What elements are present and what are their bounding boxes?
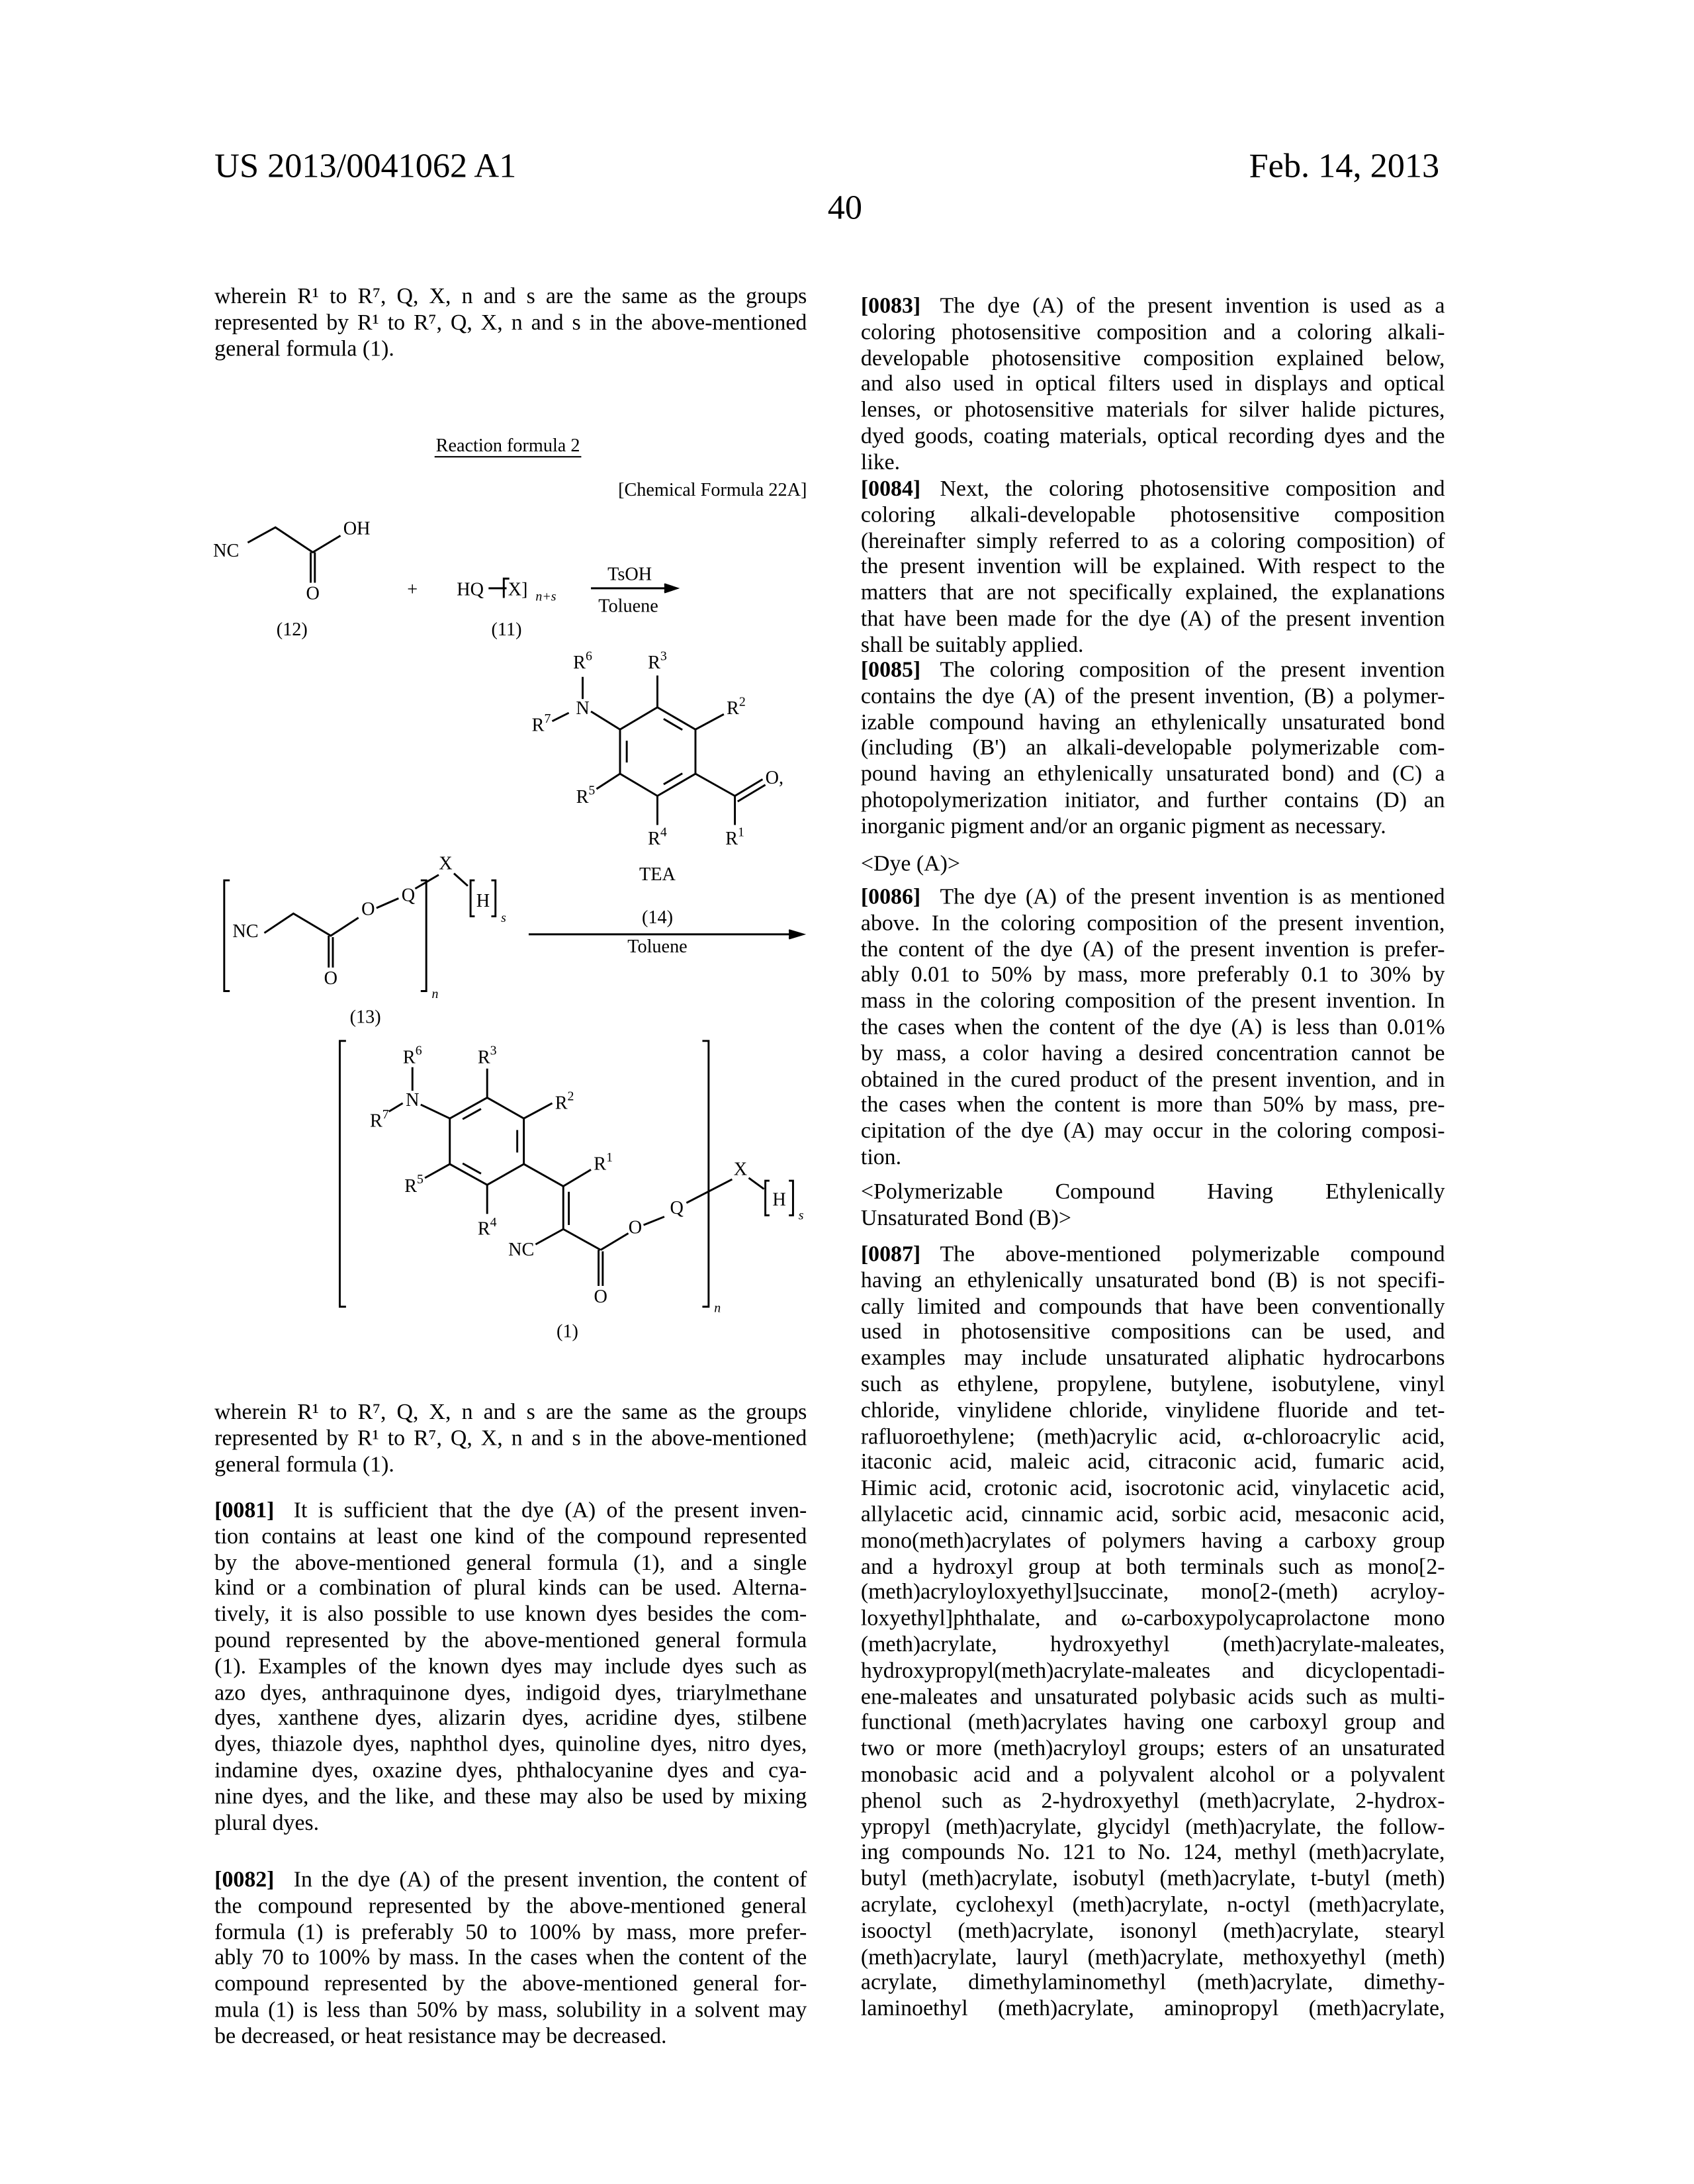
reagent-label: TsOH <box>607 564 652 584</box>
line-text: monobasic acid and a polyvalent alcohol or a polyvalent <box>861 1762 1445 1787</box>
line-text: coloring alkali-developable photosensitive composition <box>861 502 1445 527</box>
line-text: <Dye (A)> <box>861 851 960 876</box>
atom-label: O <box>306 584 319 604</box>
line-text: dyed goods, coating materials, optical recording dyes and the <box>861 424 1445 449</box>
atom-label: H <box>476 891 490 911</box>
atom-label: O <box>361 899 375 919</box>
line-text: such as ethylene, propylene, butylene, isobutylene, vinyl <box>861 1372 1445 1397</box>
line-text: The dye (A) of the present invention is as mentioned <box>940 884 1445 909</box>
line-text: ing compounds No. 121 to No. 124, methyl (meth)acrylate, <box>861 1840 1445 1865</box>
line-text: represented by R¹ to R⁷, Q, X, n and s in the above-mentioned <box>214 310 807 335</box>
line-text: like. <box>861 449 900 475</box>
atom-label: NC <box>213 541 239 561</box>
paragraph-number: [0086] <box>861 884 920 909</box>
line-text: itaconic acid, maleic acid, citraconic acid, fumaric acid, <box>861 1450 1445 1475</box>
line-text: shall be suitably applied. <box>861 632 1084 657</box>
line-text: ypropyl (meth)acrylate, glycidyl (meth)acrylate, the follow- <box>861 1814 1445 1839</box>
line-text: compound represented by the above-mentioned general for- <box>214 1972 807 1997</box>
line-text: The coloring composition of the present invention <box>940 657 1445 682</box>
subscript: s <box>501 911 506 925</box>
line-text: phenol such as 2-hydroxyethyl (meth)acrylate, 2-hydrox- <box>861 1788 1445 1813</box>
line-text: (including (B') an alkali-developable polymerizable com- <box>861 735 1445 760</box>
line-text: the present invention will be explained. With respect to the <box>861 554 1445 579</box>
line-text: It is sufficient that the dye (A) of the present inven- <box>294 1498 807 1523</box>
atom-label: H <box>772 1190 785 1210</box>
compound-number: (12) <box>277 619 308 640</box>
reaction-scheme <box>0 0 1694 2184</box>
compound-1-structure <box>339 1041 803 1342</box>
arrowhead-icon <box>789 930 803 938</box>
line-text: be decreased, or heat resistance may be decreased. <box>214 2023 666 2048</box>
patent-number: US 2013/0041062 A1 <box>214 147 516 189</box>
line-text: the cases when the content of the dye (A) is less than 0.01% <box>861 1015 1445 1040</box>
line-text: lenses, or photosensitive materials for silver halide pictures, <box>861 398 1445 423</box>
atom-label: O <box>629 1218 642 1238</box>
page-number: 40 <box>828 188 862 230</box>
line-text: pound having an ethylenically unsaturated bond) and (C) a <box>861 762 1445 787</box>
line-text: azo dyes, anthraquinone dyes, indigoid dyes, triarylmethane <box>214 1680 807 1705</box>
line-text: cipitation of the dye (A) may occur in the coloring composi- <box>861 1118 1445 1144</box>
line-text: coloring photosensitive composition and a coloring alkali- <box>861 320 1445 345</box>
line-text: formula (1) is preferably 50 to 100% by mass, more prefer- <box>214 1919 807 1944</box>
line-text: wherein R¹ to R⁷, Q, X, n and s are the same as the groups <box>214 1400 807 1425</box>
r4-label: R4 <box>478 1215 497 1240</box>
r6-label: R6 <box>403 1044 422 1068</box>
line-text: (meth)acrylate, hydroxyethyl (meth)acrylate-maleates, <box>861 1632 1445 1657</box>
line-text: (meth)acryloyloxyethyl]succinate, mono[2-(meth) acryloy- <box>861 1580 1445 1605</box>
r7-label: R7 <box>532 711 551 736</box>
line-text: The above-mentioned polymerizable compound <box>940 1242 1445 1267</box>
paragraph-number: [0082] <box>214 1867 274 1892</box>
r3-label: R3 <box>478 1044 497 1068</box>
line-text: ably 70 to 100% by mass. In the cases when the content of the <box>214 1945 807 1970</box>
solvent-label: Toluene <box>598 596 658 616</box>
reaction-title: Reaction formula 2 <box>436 435 580 456</box>
r2-label: R2 <box>555 1089 574 1114</box>
atom-label: Q <box>670 1198 684 1218</box>
line-text: plural dyes. <box>214 1810 319 1835</box>
line-text: rafluoroethylene; (meth)acrylic acid, α-chloroacrylic acid, <box>861 1424 1445 1449</box>
line-text: contains the dye (A) of the present invention, (B) a polymer- <box>861 684 1445 709</box>
line-text: functional (meth)acrylates having one carboxyl group and <box>861 1710 1445 1735</box>
line-text: tion contains at least one kind of the compound represented <box>214 1524 807 1549</box>
line-text: mass in the coloring composition of the present invention. In <box>861 989 1445 1014</box>
line-text: The dye (A) of the present invention is used as a <box>940 293 1445 318</box>
line-text: indamine dyes, oxazine dyes, phthalocyanine dyes and cya- <box>214 1758 807 1783</box>
r7-label: R7 <box>370 1107 389 1132</box>
line-text: Unsaturated Bond (B)> <box>861 1205 1071 1230</box>
compound-number: (1) <box>557 1321 578 1342</box>
line-text: butyl (meth)acrylate, isobutyl (meth)acrylate, t-butyl (meth) <box>861 1866 1445 1891</box>
compound-13-structure <box>224 853 506 1027</box>
atom-label: N <box>406 1090 419 1111</box>
r4-label: R4 <box>648 825 667 849</box>
line-text: matters that are not specifically explained, the explanations <box>861 580 1445 606</box>
line-text: acrylate, dimethylaminomethyl (meth)acrylate, dimethy- <box>861 1970 1445 1995</box>
line-text: mula (1) is less than 50% by mass, solubility in a solvent may <box>214 1997 807 2023</box>
line-text: nine dyes, and the like, and these may also be used by mixing <box>214 1784 807 1809</box>
line-text: general formula (1). <box>214 1451 394 1477</box>
line-text: chloride, vinylidene chloride, vinylidene fluoride and tet- <box>861 1398 1445 1423</box>
atom-label: OH <box>343 518 371 539</box>
line-text: pound represented by the above-mentioned general formula <box>214 1628 807 1653</box>
line-text: tion. <box>861 1145 901 1170</box>
r3-label: R3 <box>648 649 667 674</box>
line-text: having an ethylenically unsaturated bond (B) is not specifi- <box>861 1267 1445 1293</box>
line-text: the compound represented by the above-mentioned general <box>214 1893 807 1919</box>
atom-label: X] <box>508 579 528 600</box>
line-text: two or more (meth)acryloyl groups; esters of an unsaturated <box>861 1736 1445 1761</box>
line-text: and a hydroxyl group at both terminals such as mono[2- <box>861 1554 1445 1579</box>
line-text: obtained in the cured product of the present invention, and in <box>861 1067 1445 1092</box>
publication-date: Feb. 14, 2013 <box>1249 147 1440 189</box>
r6-label: R6 <box>573 649 592 674</box>
chemical-formula-label: [Chemical Formula 22A] <box>618 480 807 500</box>
line-text: izable compound having an ethylenically unsaturated bond <box>861 709 1445 735</box>
line-text: that have been made for the dye (A) of the present invention <box>861 606 1445 631</box>
arrowhead-icon <box>664 584 677 593</box>
atom-label: O <box>324 968 337 989</box>
r2-label: R2 <box>727 695 746 719</box>
atom-label: O <box>594 1287 607 1307</box>
line-text: (1). Examples of the known dyes may include dyes such as <box>214 1654 807 1679</box>
line-text: kind or a combination of plural kinds can be used. Alterna- <box>214 1576 807 1601</box>
compound-11-structure <box>457 578 557 640</box>
line-text: photopolymerization initiator, and further contains (D) an <box>861 788 1445 813</box>
line-text: inorganic pigment and/or an organic pigment as necessary. <box>861 813 1386 839</box>
atom-label: O, <box>766 768 783 788</box>
line-text: allylacetic acid, cinnamic acid, sorbic acid, mesaconic acid, <box>861 1502 1445 1527</box>
line-text: the content of the dye (A) of the present invention is prefer- <box>861 936 1445 962</box>
r1-label: R1 <box>725 825 744 849</box>
base-label: TEA <box>639 864 676 885</box>
r5-label: R5 <box>404 1172 424 1197</box>
paragraph-number: [0087] <box>861 1242 920 1267</box>
line-text: examples may include unsaturated aliphatic hydrocarbons <box>861 1345 1445 1371</box>
atom-label: X <box>734 1160 747 1180</box>
line-text: cally limited and compounds that have been conventionally <box>861 1294 1445 1319</box>
line-text: dyes, xanthene dyes, alizarin dyes, acridine dyes, stilbene <box>214 1706 807 1731</box>
compound-14-structure <box>532 649 783 849</box>
compound-number: (11) <box>492 619 522 640</box>
line-text: ene-maleates and unsaturated polybasic acids such as multi- <box>861 1684 1445 1709</box>
atom-label: N <box>576 698 589 719</box>
solvent-label: Toluene <box>627 936 687 957</box>
line-text: Himic acid, crotonic acid, isocrotonic acid, vinylacetic acid, <box>861 1476 1445 1501</box>
repeat-subscript: n <box>714 1301 721 1316</box>
line-text: <Polymerizable Compound Having Ethylenically <box>861 1179 1445 1205</box>
r5-label: R5 <box>576 784 596 808</box>
line-text: by the above-mentioned general formula (1), and a single <box>214 1550 807 1575</box>
line-text: (meth)acrylate, lauryl (meth)acrylate, methoxyethyl (meth) <box>861 1944 1445 1970</box>
line-text: the cases when the content is more than 50% by mass, pre- <box>861 1093 1445 1118</box>
line-text: represented by R¹ to R⁷, Q, X, n and s in the above-mentioned <box>214 1426 807 1451</box>
atom-label: X <box>439 853 452 874</box>
line-text: used in photosensitive compositions can be used, and <box>861 1320 1445 1345</box>
line-text: (hereinafter simply referred to as a coloring composition) of <box>861 528 1445 553</box>
paragraph-number: [0083] <box>861 293 920 318</box>
paragraph-number: [0084] <box>861 476 920 501</box>
line-text: In the dye (A) of the present invention, the content of <box>294 1867 807 1892</box>
line-text: tively, it is also possible to use known dyes besides the com- <box>214 1602 807 1627</box>
line-text: loxyethyl]phthalate, and ω-carboxypolycaprolactone mono <box>861 1606 1445 1631</box>
line-text: Next, the coloring photosensitive composition and <box>940 476 1445 501</box>
line-text: mono(meth)acrylates of polymers having a carboxy group <box>861 1528 1445 1553</box>
line-text: isooctyl (meth)acrylate, isononyl (meth)acrylate, stearyl <box>861 1918 1445 1943</box>
line-text: acrylate, cyclohexyl (meth)acrylate, n-octyl (meth)acrylate, <box>861 1892 1445 1917</box>
atom-label: Q <box>402 886 415 906</box>
line-text: laminoethyl (meth)acrylate, aminopropyl (meth)acrylate, <box>861 1996 1445 2021</box>
paragraph-number: [0085] <box>861 657 920 682</box>
atom-label: NC <box>508 1240 534 1260</box>
plus-sign: + <box>407 579 418 600</box>
line-text: above. In the coloring composition of the present invention, <box>861 911 1445 936</box>
r1-label: R1 <box>594 1150 613 1175</box>
atom-label: HQ <box>457 579 484 600</box>
subscript: s <box>799 1208 804 1223</box>
patent-page <box>0 0 1694 2184</box>
compound-12-structure <box>213 518 370 640</box>
reagent-number: (14) <box>642 907 673 928</box>
line-text: dyes, thiazole dyes, naphthol dyes, quinoline dyes, nitro dyes, <box>214 1732 807 1757</box>
line-text: ably 0.01 to 50% by mass, more preferably 0.1 to 30% by <box>861 962 1445 987</box>
paragraph-number: [0081] <box>214 1498 274 1523</box>
atom-label: NC <box>232 921 258 942</box>
line-text: by mass, a color having a desired concentration cannot be <box>861 1040 1445 1066</box>
line-text: developable photosensitive composition explained below, <box>861 345 1445 371</box>
repeat-subscript: n <box>432 987 439 1001</box>
line-text: and also used in optical filters used in displays and optical <box>861 371 1445 396</box>
line-text: general formula (1). <box>214 336 394 361</box>
line-text: hydroxypropyl(meth)acrylate-maleates and dicyclopentadi- <box>861 1658 1445 1683</box>
subscript: n+s <box>535 590 556 604</box>
line-text: wherein R¹ to R⁷, Q, X, n and s are the same as the groups <box>214 284 807 309</box>
compound-number: (13) <box>350 1007 381 1028</box>
